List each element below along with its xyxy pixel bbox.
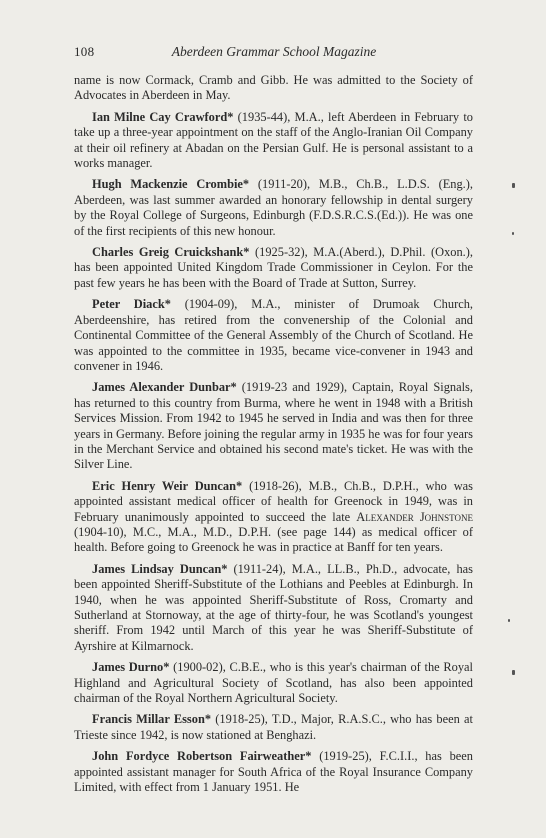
scan-speck [512,232,514,235]
paragraph-text: name is now Cormack, Cramb and Gibb. He was admitted to the Society of Advocates in Aberdeen in May. [74,73,473,103]
paragraph-james-duncan [74,562,473,654]
paragraph-text: (1911-24), M.A., LL.B., Ph.D., advocate, has been appointed Sheriff-Substitute of the Lothians and Peebles at Edinburgh. In 1940, when he was appointed Sheriff-Substitute of Ross, Cromarty and Sutherland at Stornoway, at the age of thirty-four, he was Scotland's youngest sheriff. From 1942 until March of this year he was Sheriff-Substitute of Ayrshire at Kilmarnock. [74,561,473,653]
paragraph-text: (1918-25), T.D., Major, R.A.S.C., who has been at Trieste since 1942, is now stationed at Benghazi. [74,712,473,742]
person-name: Hugh Mackenzie Crombie* [92,177,250,192]
page-number: 108 [74,44,95,59]
article-body [74,73,473,801]
paragraph-text: (1918-26), M.B., Ch.B., D.P.H., who was appointed assistant medical officer of health for Greenock in 1949, was in February unanimously appointed to succeed the late [74,478,473,524]
paragraph-eric-duncan [74,479,473,556]
paragraph-crombie [74,177,473,239]
paragraph-text: (1911-20), M.B., Ch.B., L.D.S. (Eng.), Aberdeen, was last summer awarded an honorary fellowship in dental surgery by the Royal College of Surgeons, Edinburgh (F.D.S.R.C.S.(Ed.)). He was one of the first recipients of this new honour. [74,177,473,238]
referenced-name: Alexander Johnstone [356,509,473,524]
paragraph-text: (1935-44), M.A., left Aberdeen in February to take up a three-year appointment on the staff of the Anglo-Iranian Oil Company at their oil refinery at Abadan on the Persian Gulf. He is personal assistant to a works manager. [74,109,473,171]
paragraph-text: (1904-10), M.C., M.A., M.D., D.P.H. (see page 144) as medical officer of health. Before going to Greenock he was in practice at Banff for ten years. [74,524,473,555]
scan-speck [512,183,515,188]
paragraph-crawford [74,110,473,172]
person-name: James Lindsay Duncan* [92,561,228,576]
paragraph-diack [74,297,473,374]
paragraph-text: (1925-32), M.A.(Aberd.), D.Phil. (Oxon.), has been appointed United Kingdom Trade Commissioner in Ceylon. For the past few years he has been with the Board of Trade at Sutton, Surrey. [74,245,473,290]
page-header [74,44,474,62]
paragraph-text: (1904-09), M.A., minister of Drumoak Church, Aberdeenshire, has retired from the convenership of the Colonial and Continental Committee of the General Assembly of the Church of Scotland. He was appointed to the committee in 1935, became vice-convener in 1943 and convener in 1946. [74,297,473,373]
person-name: Peter Diack* [92,297,171,312]
person-name: Francis Millar Esson* [92,712,212,727]
person-name: James Durno* [92,660,170,675]
scan-speck [512,670,515,675]
paragraph-fairweather [74,749,473,795]
paragraph-dunbar [74,380,473,472]
paragraph-durno [74,660,473,706]
paragraph-text: (1900-02), C.B.E., who is this year's chairman of the Royal Highland and Agricultural Society of Scotland, has also been appointed chairman of the Royal Northern Agricultural Society. [74,660,473,706]
person-name: Eric Henry Weir Duncan* [92,478,243,493]
paragraph-esson [74,712,473,743]
paragraph-text: (1919-25), F.C.I.I., has been appointed assistant manager for South Africa of the Royal Insurance Company Limited, with effect from 1 January 1951. He [74,749,473,795]
scan-speck [508,619,510,622]
person-name: Ian Milne Cay Crawford* [92,109,234,124]
person-name: Charles Greig Cruickshank* [92,245,250,260]
running-title: Aberdeen Grammar School Magazine [171,44,377,59]
paragraph-text: (1919-23 and 1929), Captain, Royal Signals, has returned to this country from Burma, where he went in 1948 with a British Services Mission. From 1942 to 1945 he served in India and was then for three years in Germany. Before joining the regular army in 1935 he was for four years in the Merchant Service and obtained his second mate's ticket. He was with the Silver Line. [74,380,473,472]
paragraph-cruickshank [74,245,473,291]
person-name: James Alexander Dunbar* [92,380,237,395]
paragraph-continued [74,73,473,104]
person-name: John Fordyce Robertson Fairweather* [92,749,312,764]
